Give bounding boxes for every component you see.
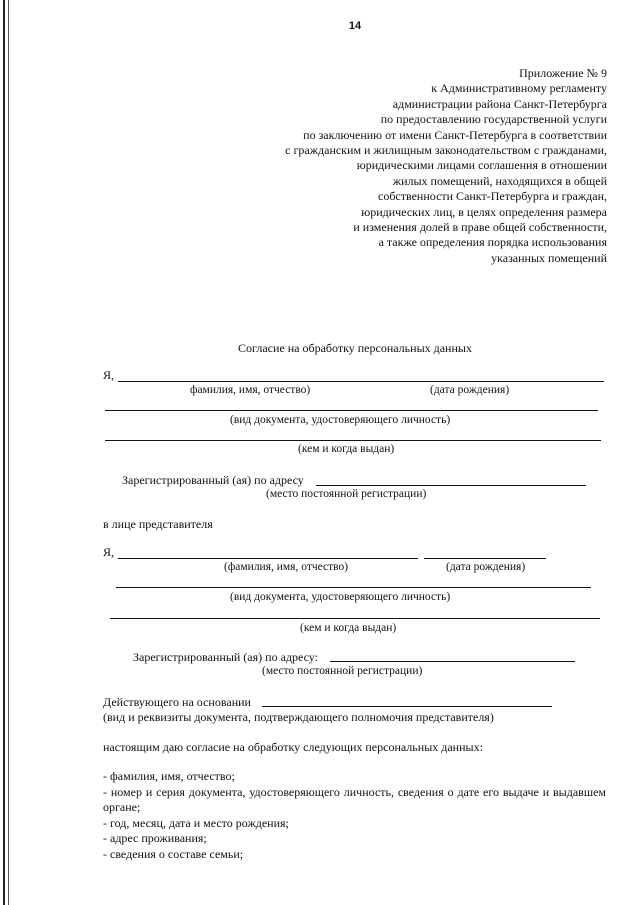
representative-fio-caption: (фамилия, имя, отчество)	[224, 561, 349, 573]
personal-data-list	[103, 769, 606, 863]
appendix-line: а также определения порядка использования	[378, 235, 607, 250]
page-edge-inner	[8, 0, 9, 905]
appendix-line: Приложение № 9	[519, 66, 607, 80]
appendix-line: юридических лиц, в целях определения размера	[361, 204, 607, 219]
appendix-line: администрации района Санкт-Петербурга	[392, 96, 607, 111]
representative-address-field[interactable]	[330, 661, 575, 662]
list-item: - фамилия, имя, отчество;	[103, 769, 235, 783]
appendix-line: указанных помещений	[491, 250, 607, 265]
representative-birth-field[interactable]	[424, 558, 546, 559]
appendix-line: жилых помещений, находящихся в общей	[392, 173, 607, 188]
appendix-line: по заключению от имени Санкт-Петербурга в соответствии	[303, 127, 607, 142]
applicant-fio-field[interactable]	[118, 381, 604, 382]
representative-birth-caption: (дата рождения)	[446, 561, 526, 573]
basis-field[interactable]	[262, 706, 552, 707]
representative-prefix: Я,	[103, 545, 115, 559]
applicant-fio-caption: фамилия, имя, отчество)	[190, 384, 311, 396]
appendix-line: и изменения долей в праве общей собственности,	[353, 220, 607, 235]
applicant-document-caption: (вид документа, удостоверяющего личность)	[230, 414, 451, 426]
representative-registration-caption: (место постоянной регистрации)	[262, 665, 423, 677]
list-item: - сведения о составе семьи;	[103, 846, 244, 861]
list-item: - адрес проживания;	[103, 831, 207, 846]
applicant-issued-field[interactable]	[105, 440, 601, 441]
representative-document-field[interactable]	[116, 587, 591, 588]
appendix-line: по предоставлению государственной услуги	[380, 112, 607, 127]
applicant-registration-caption: (место постоянной регистрации)	[266, 488, 427, 500]
appendix-line: юридическими лицами соглашения в отношении	[356, 158, 607, 173]
representative-document-caption: (вид документа, удостоверяющего личность)	[230, 591, 451, 603]
appendix-line: собственности Санкт-Петербурга и граждан,	[378, 189, 607, 204]
representative-issued-caption: (кем и когда выдан)	[300, 622, 397, 634]
list-item: - год, месяц, дата и место рождения;	[103, 815, 289, 830]
representative-fio-field[interactable]	[118, 558, 418, 559]
consent-text: настоящим даю согласие на обработку следующих персональных данных:	[103, 740, 483, 754]
applicant-registered-label: Зарегистрированный (ая) по адресу	[122, 473, 304, 487]
representative-issued-field[interactable]	[110, 618, 600, 619]
page-edge	[3, 0, 5, 905]
applicant-address-field[interactable]	[316, 485, 586, 486]
applicant-document-field[interactable]	[105, 410, 598, 411]
applicant-issued-caption: (кем и когда выдан)	[298, 443, 395, 455]
appendix-line: с гражданским и жилищным законодательством с гражданами,	[285, 143, 607, 158]
page-number: 14	[348, 20, 362, 32]
basis-caption: (вид и реквизиты документа, подтверждающего полномочия представителя)	[103, 710, 494, 724]
applicant-prefix: Я,	[103, 368, 115, 382]
basis-label: Действующего на основании	[103, 695, 251, 709]
appendix-header	[285, 66, 607, 266]
list-item: - номер и серия документа, удостоверяющего личность, сведения о дате его выдаче и выдавшем органе;	[103, 784, 606, 815]
applicant-birth-caption: (дата рождения)	[430, 384, 510, 396]
representative-registered-label: Зарегистрированный (ая) по адресу:	[133, 650, 318, 664]
appendix-line: к Административному регламенту	[431, 81, 607, 96]
representative-label: в лице представителя	[103, 517, 213, 531]
document-title: Согласие на обработку персональных данных	[238, 341, 472, 355]
